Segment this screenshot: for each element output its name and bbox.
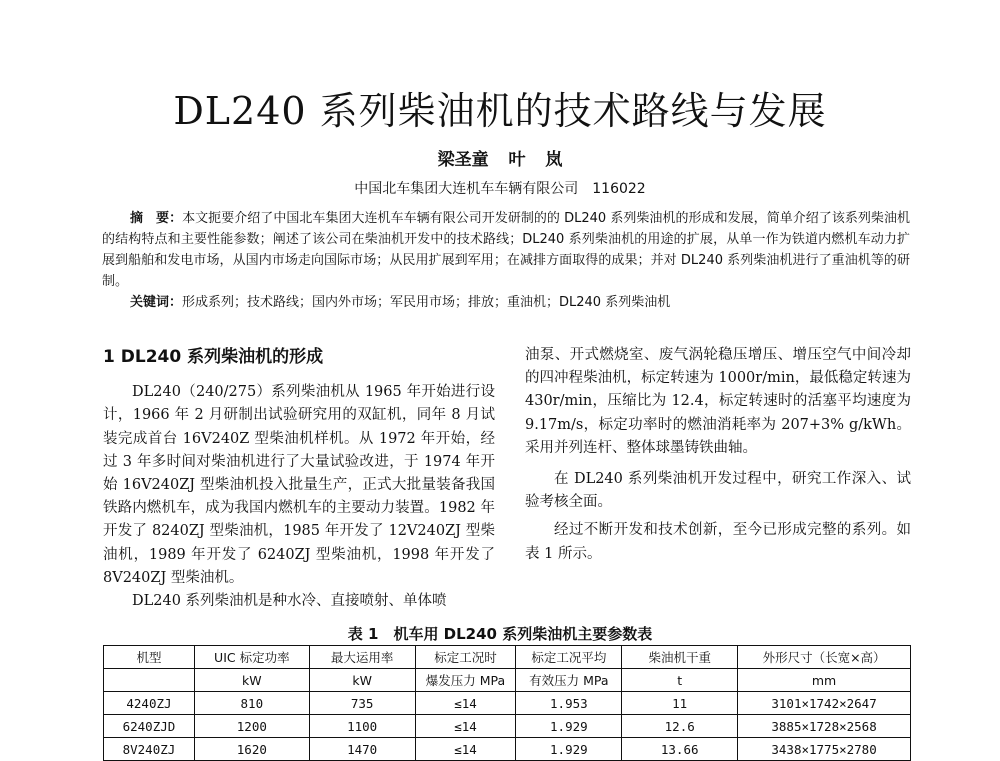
table-cell: 6240ZJD (104, 715, 195, 738)
table-header-cell: 外形尺寸（长宽×高） (738, 646, 911, 669)
table-cell: 11 (622, 692, 738, 715)
authors: 梁圣童 叶 岚 (437, 150, 563, 170)
table-caption: 表 1 机车用 DL240 系列柴油机主要参数表 (347, 625, 653, 643)
left-column (103, 346, 495, 613)
table-header-row (104, 646, 911, 669)
table-cell: 12.6 (622, 715, 738, 738)
table-cell: 1.929 (516, 715, 622, 738)
abstract-text: 本文扼要介绍了中国北车集团大连机车车辆有限公司开发研制的的 DL240 系列柴油机的形成和发展，简单介绍了该系列柴油机的结构特点和主要性能参数；阐述了该公司在柴油机开发中的技术路线；DL240 系列柴油机的用途的扩展，从单一作为铁道内燃机车动力扩展到船舶和发电市场，从国内市场走向国际市场；从民用扩展到军用；在减排方面取得的成果；并对 DL240 系列柴油机进行了重油机等的研制。 (102, 211, 910, 289)
right-column (525, 344, 911, 566)
affiliation: 中国北车集团大连机车车辆有限公司 116022 (354, 181, 646, 197)
table-cell: ≤14 (415, 738, 516, 761)
keywords-text: 形成系列；技术路线；国内外市场；军民用市场；排放；重油机；DL240 系列柴油机 (182, 295, 671, 310)
table-header-cell: 标定工况平均 (516, 646, 622, 669)
table-unit-cell: t (622, 669, 738, 692)
table-cell: 1.929 (516, 738, 622, 761)
table-cell: 3438×1775×2780 (738, 738, 911, 761)
body-paragraph: 油泵、开式燃烧室、废气涡轮稳压增压、增压空气中间冷却的四冲程柴油机，标定转速为 1000r/min，最低稳定转速为 430r/min，压缩比为 12.4，标定转速时的活塞平均速度为 9.17m/s，标定功率时的燃油消耗率为 207+3% g/kWh。采用并列连杆、整体球墨铸铁曲轴。 (525, 347, 911, 456)
table-unit-row (104, 669, 911, 692)
table-header-cell: UIC 标定功率 (194, 646, 309, 669)
table-header-cell: 机型 (104, 646, 195, 669)
table-unit-cell: 爆发压力 MPa (415, 669, 516, 692)
table-unit-cell (104, 669, 195, 692)
table-cell: 1470 (309, 738, 415, 761)
table-cell: 1.953 (516, 692, 622, 715)
table-unit-cell: mm (738, 669, 911, 692)
table-header-cell: 标定工况时 (415, 646, 516, 669)
table-unit-cell: kW (309, 669, 415, 692)
body-paragraph: DL240 系列柴油机是种水冷、直接喷射、单体喷 (132, 593, 447, 610)
table-cell: ≤14 (415, 692, 516, 715)
table-cell: 8V240ZJ (104, 738, 195, 761)
table-cell: 1620 (194, 738, 309, 761)
table-cell: 4240ZJ (104, 692, 195, 715)
table-cell: 735 (309, 692, 415, 715)
table-cell: 1200 (194, 715, 309, 738)
table-cell: 3101×1742×2647 (738, 692, 911, 715)
table-cell: 1100 (309, 715, 415, 738)
abstract-block (102, 208, 910, 313)
table-row (104, 715, 911, 738)
table-unit-cell: 有效压力 MPa (516, 669, 622, 692)
keywords-label: 关键词： (130, 295, 183, 310)
table-cell: ≤14 (415, 715, 516, 738)
table-cell: 810 (194, 692, 309, 715)
parameters-table (103, 645, 911, 761)
table-row (104, 692, 911, 715)
table-cell: 13.66 (622, 738, 738, 761)
table-header-cell: 柴油机干重 (622, 646, 738, 669)
body-paragraph: DL240（240/275）系列柴油机从 1965 年开始进行设计，1966 年 2 月研制出试验研究用的双缸机，同年 8 月试装完成首台 16V240Z 型柴油机样机。从 1972 年开始，经过 3 年多时间对柴油机进行了大量试验改进，于 1974 年开始 16V240ZJ 型柴油机投入批量生产，正式大批量装备我国铁路内燃机车，成为我国内燃机车的主要动力装置。1982 年开发了 8240ZJ 型柴油机，1985 年开发了 12V240ZJ 型柴油机，1989 年开发了 6240ZJ 型柴油机，1998 年开发了 8V240ZJ 型柴油机。 (103, 384, 495, 586)
paper-title: DL240 系列柴油机的技术路线与发展 (173, 89, 827, 133)
table-header-cell: 最大运用率 (309, 646, 415, 669)
table-row (104, 738, 911, 761)
table-cell: 3885×1728×2568 (738, 715, 911, 738)
table-unit-cell: kW (194, 669, 309, 692)
abstract-label: 摘 要： (130, 211, 183, 226)
body-paragraph: 经过不断开发和技术创新，至今已形成完整的系列。如表 1 所示。 (525, 522, 911, 562)
body-paragraph: 在 DL240 系列柴油机开发过程中，研究工作深入、试验考核全面。 (525, 471, 911, 511)
section-heading: 1 DL240 系列柴油机的形成 (103, 347, 324, 367)
